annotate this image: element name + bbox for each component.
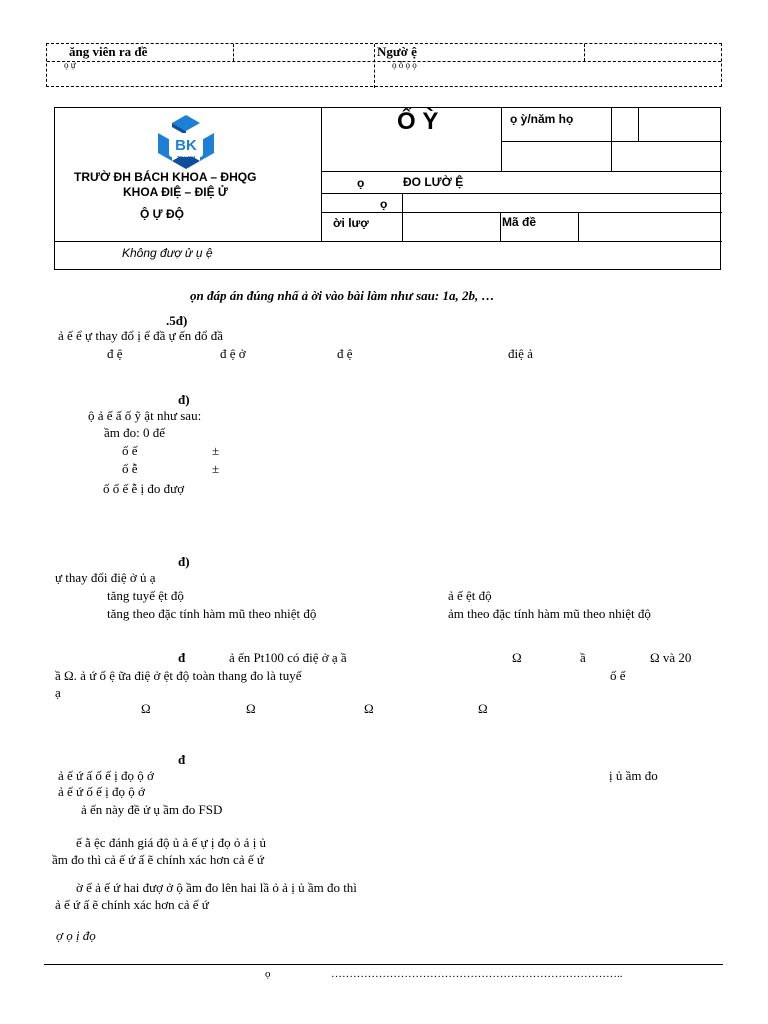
- q1-option-d[interactable]: điệ ả: [508, 346, 533, 361]
- q2-spec-hysteresis-sign: ±: [212, 461, 220, 476]
- table-divider: [47, 61, 721, 62]
- course-name: ĐO LƯỜ Ệ: [403, 175, 464, 189]
- q4-stem-ohm: Ω: [512, 650, 522, 665]
- instruction-text: ọn đáp án đúng nhấ ả ời vào bài làm như sau: 1a, 2b, …: [190, 288, 495, 303]
- materials-note: Không đượ ử ụ ệ: [122, 246, 213, 260]
- faculty-name: KHOA ĐIỆ – ĐIỆ Ử: [123, 185, 228, 199]
- q3-stem: ự thay đổi điệ ở ủ ạ: [55, 570, 156, 585]
- q4-option-a[interactable]: Ω: [141, 701, 151, 716]
- q4-stem-5: ầ Ω. ả ứ ố ệ ữa điệ ở ệt độ toàn thang đo là tuyế: [55, 668, 302, 683]
- footer-divider: [44, 964, 723, 965]
- q4-stem-7: ạ: [55, 685, 61, 700]
- exam-title: Ố Ỳ: [397, 108, 439, 135]
- logo-subtext: TP.HCM: [176, 156, 196, 162]
- logo-text: BK: [175, 137, 197, 154]
- department-name: Ộ Ự ĐỘ: [140, 207, 184, 221]
- q5-option-a-1[interactable]: ế ằ ệc đánh giá độ ủ ả ế ự ị đọ ỏ ả ị ủ: [76, 835, 267, 850]
- q5-stem-4: ả ến này đề ử ụ ầm đo FSD: [81, 802, 223, 817]
- q2-spec-range: ầm đo: 0 đế: [104, 425, 166, 440]
- course-label: ọ: [357, 176, 365, 190]
- q5-stem-3: ả ế ứ ố ế ị đọ ộ ớ: [58, 784, 145, 799]
- q5-option-c[interactable]: ợ ọ ị đọ: [56, 928, 96, 943]
- q3-points: đ): [178, 554, 190, 569]
- q5-stem-2: ị ủ ầm đo: [609, 768, 658, 783]
- approver-date-label: ọ ỗ ọ ọ: [392, 60, 417, 70]
- q1-option-c[interactable]: đ ệ: [337, 346, 353, 361]
- q3-option-b[interactable]: ả ế ệt độ: [448, 588, 492, 603]
- semester-label: ọ ỳ/năm họ: [510, 112, 574, 126]
- q1-points: .5đ): [166, 313, 188, 328]
- q2-stem: ộ ả ế ấ ố ỹ ật như sau:: [88, 408, 202, 423]
- table-divider: [584, 44, 585, 61]
- q5-option-b-2: ả ế ứ ấ ẽ chính xác hơn cả ế ứ: [55, 897, 209, 912]
- table-divider: [374, 44, 375, 88]
- q3-option-d[interactable]: ảm theo đặc tính hàm mũ theo nhiệt độ: [448, 606, 651, 621]
- exam-code-label: Mã đề: [502, 215, 537, 229]
- approver-label: Ngườ ệ: [377, 44, 417, 59]
- q4-stem-3: ầ: [580, 650, 586, 665]
- q4-stem-6: ố ế: [610, 668, 626, 683]
- q4-stem-1: ả ến Pt100 có điệ ở ạ ầ: [229, 650, 347, 665]
- lecturer-label: ăng viên ra đề: [69, 44, 148, 59]
- table-divider: [233, 44, 234, 61]
- footer-dots: ……………………………………………………………………..: [331, 968, 623, 980]
- q2-spec-error: ố ế: [122, 443, 138, 458]
- q4-stem-4: Ω và 20: [650, 650, 692, 665]
- footer-label: ọ: [265, 968, 271, 980]
- q1-option-b[interactable]: đ ệ ở: [220, 346, 246, 361]
- q4-option-b[interactable]: Ω: [246, 701, 256, 716]
- q1-stem: ả ế ể ự thay đổ ị ể đầ ự ến đổ đầ: [58, 328, 223, 343]
- q4-points: đ: [178, 650, 186, 665]
- q3-option-c[interactable]: tăng theo đặc tính hàm mũ theo nhiệt độ: [107, 606, 317, 621]
- q4-option-c[interactable]: Ω: [364, 701, 374, 716]
- q5-option-b-1[interactable]: ờ ế ả ế ứ hai đượ ở ộ ầm đo lên hai lầ ỏ ả ị ủ ầm đo thì: [76, 880, 357, 895]
- q5-option-a-2: ầm đo thì cả ế ứ ấ ẽ chính xác hơn cả ế ứ: [52, 852, 264, 867]
- q4-option-d[interactable]: Ω: [478, 701, 488, 716]
- q5-stem-1: ả ế ứ ấ ố ế ị đọ ộ ớ: [58, 768, 154, 783]
- university-name: TRƯỜ ĐH BÁCH KHOA – ĐHQG: [74, 170, 257, 184]
- course-code-label: ọ: [380, 197, 388, 211]
- q1-option-a[interactable]: đ ệ: [107, 346, 123, 361]
- q2-question-line: ố ố ế ễ ị đo đượ: [103, 481, 185, 496]
- q3-option-a[interactable]: tăng tuyế ệt độ: [107, 588, 184, 603]
- university-logo: [155, 113, 217, 171]
- q2-spec-hysteresis: ố ễ: [122, 461, 138, 476]
- lecturer-date-label: ọ ự: [64, 60, 76, 70]
- duration-label: ời lượ: [333, 216, 369, 230]
- q2-points: đ): [178, 392, 190, 407]
- q5-points: đ: [178, 752, 186, 767]
- q2-spec-error-sign: ±: [212, 443, 220, 458]
